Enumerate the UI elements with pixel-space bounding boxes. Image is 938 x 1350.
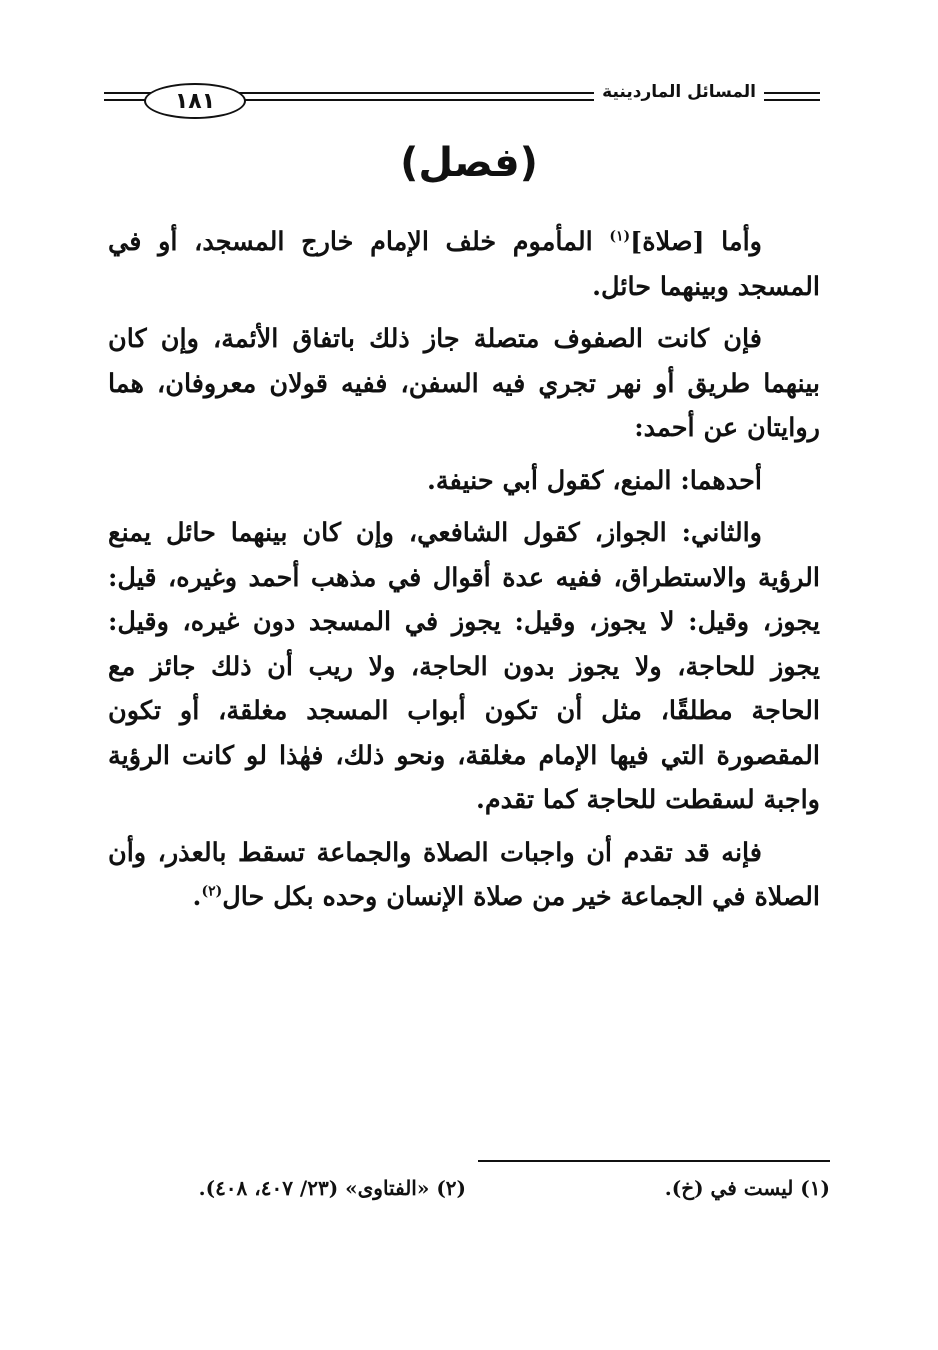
main-text [108,220,820,928]
paragraph [108,831,820,920]
paragraph-text: وأما [صلاة] [630,227,762,257]
footnote-separator [478,1160,830,1162]
footnote-ref: (١) [609,228,631,245]
footnote-1: (١) ليست في (خ). [664,1176,830,1200]
paragraph [108,220,820,309]
paragraph-text: . [192,882,202,912]
paragraph-text: المأموم خلف الإمام خارج المسجد، أو في المسجد وبينهما حائل. [108,227,820,302]
paragraph: والثاني: الجواز، كقول الشافعي، وإن كان بينهما حائل يمنع الرؤية والاستطراق، ففيه عدة أقوال في مذهب أحمد وغيره، قيل: يجوز، وقيل: لا يجوز، وقيل: يجوز في المسجد دون غيره، وقيل: يجوز للحاجة، ولا يجوز بدون الحاجة، ولا ريب أن ذلك جائز مع الحاجة مطلقًا، مثل أن تكون أبواب المسجد مغلقة، أو تكون المقصورة التي فيها الإمام مغلقة، ونحو ذلك، فهٰذا لو كانت الرؤية واجبة لسقطت للحاجة كما تقدم. [108,518,820,815]
footnotes [108,1176,830,1216]
footnote-2: (٢) «الفتاوى» (٢٣/ ٤٠٧، ٤٠٨). [198,1176,466,1200]
section-title: (فصل) [400,140,538,186]
paragraph: أحدهما: المنع، كقول أبي حنيفة. [427,465,762,496]
footnote-ref: (٢) [201,883,223,900]
paragraph-text: فإنه قد تقدم أن واجبات الصلاة والجماعة تسقط بالعذر، وأن الصلاة في الجماعة خير من صلاة الإنسان وحده بكل حال [108,837,820,912]
paragraph: فإن كانت الصفوف متصلة جاز ذلك باتفاق الأئمة، وإن كان بينهما طريق أو نهر تجري فيه السفن، ففيه قولان معروفان، هما روايتان عن أحمد: [108,324,820,443]
book-title: المسائل الماردينية [594,82,764,102]
running-header [104,80,820,120]
page-number: ١٨١ [144,83,246,119]
